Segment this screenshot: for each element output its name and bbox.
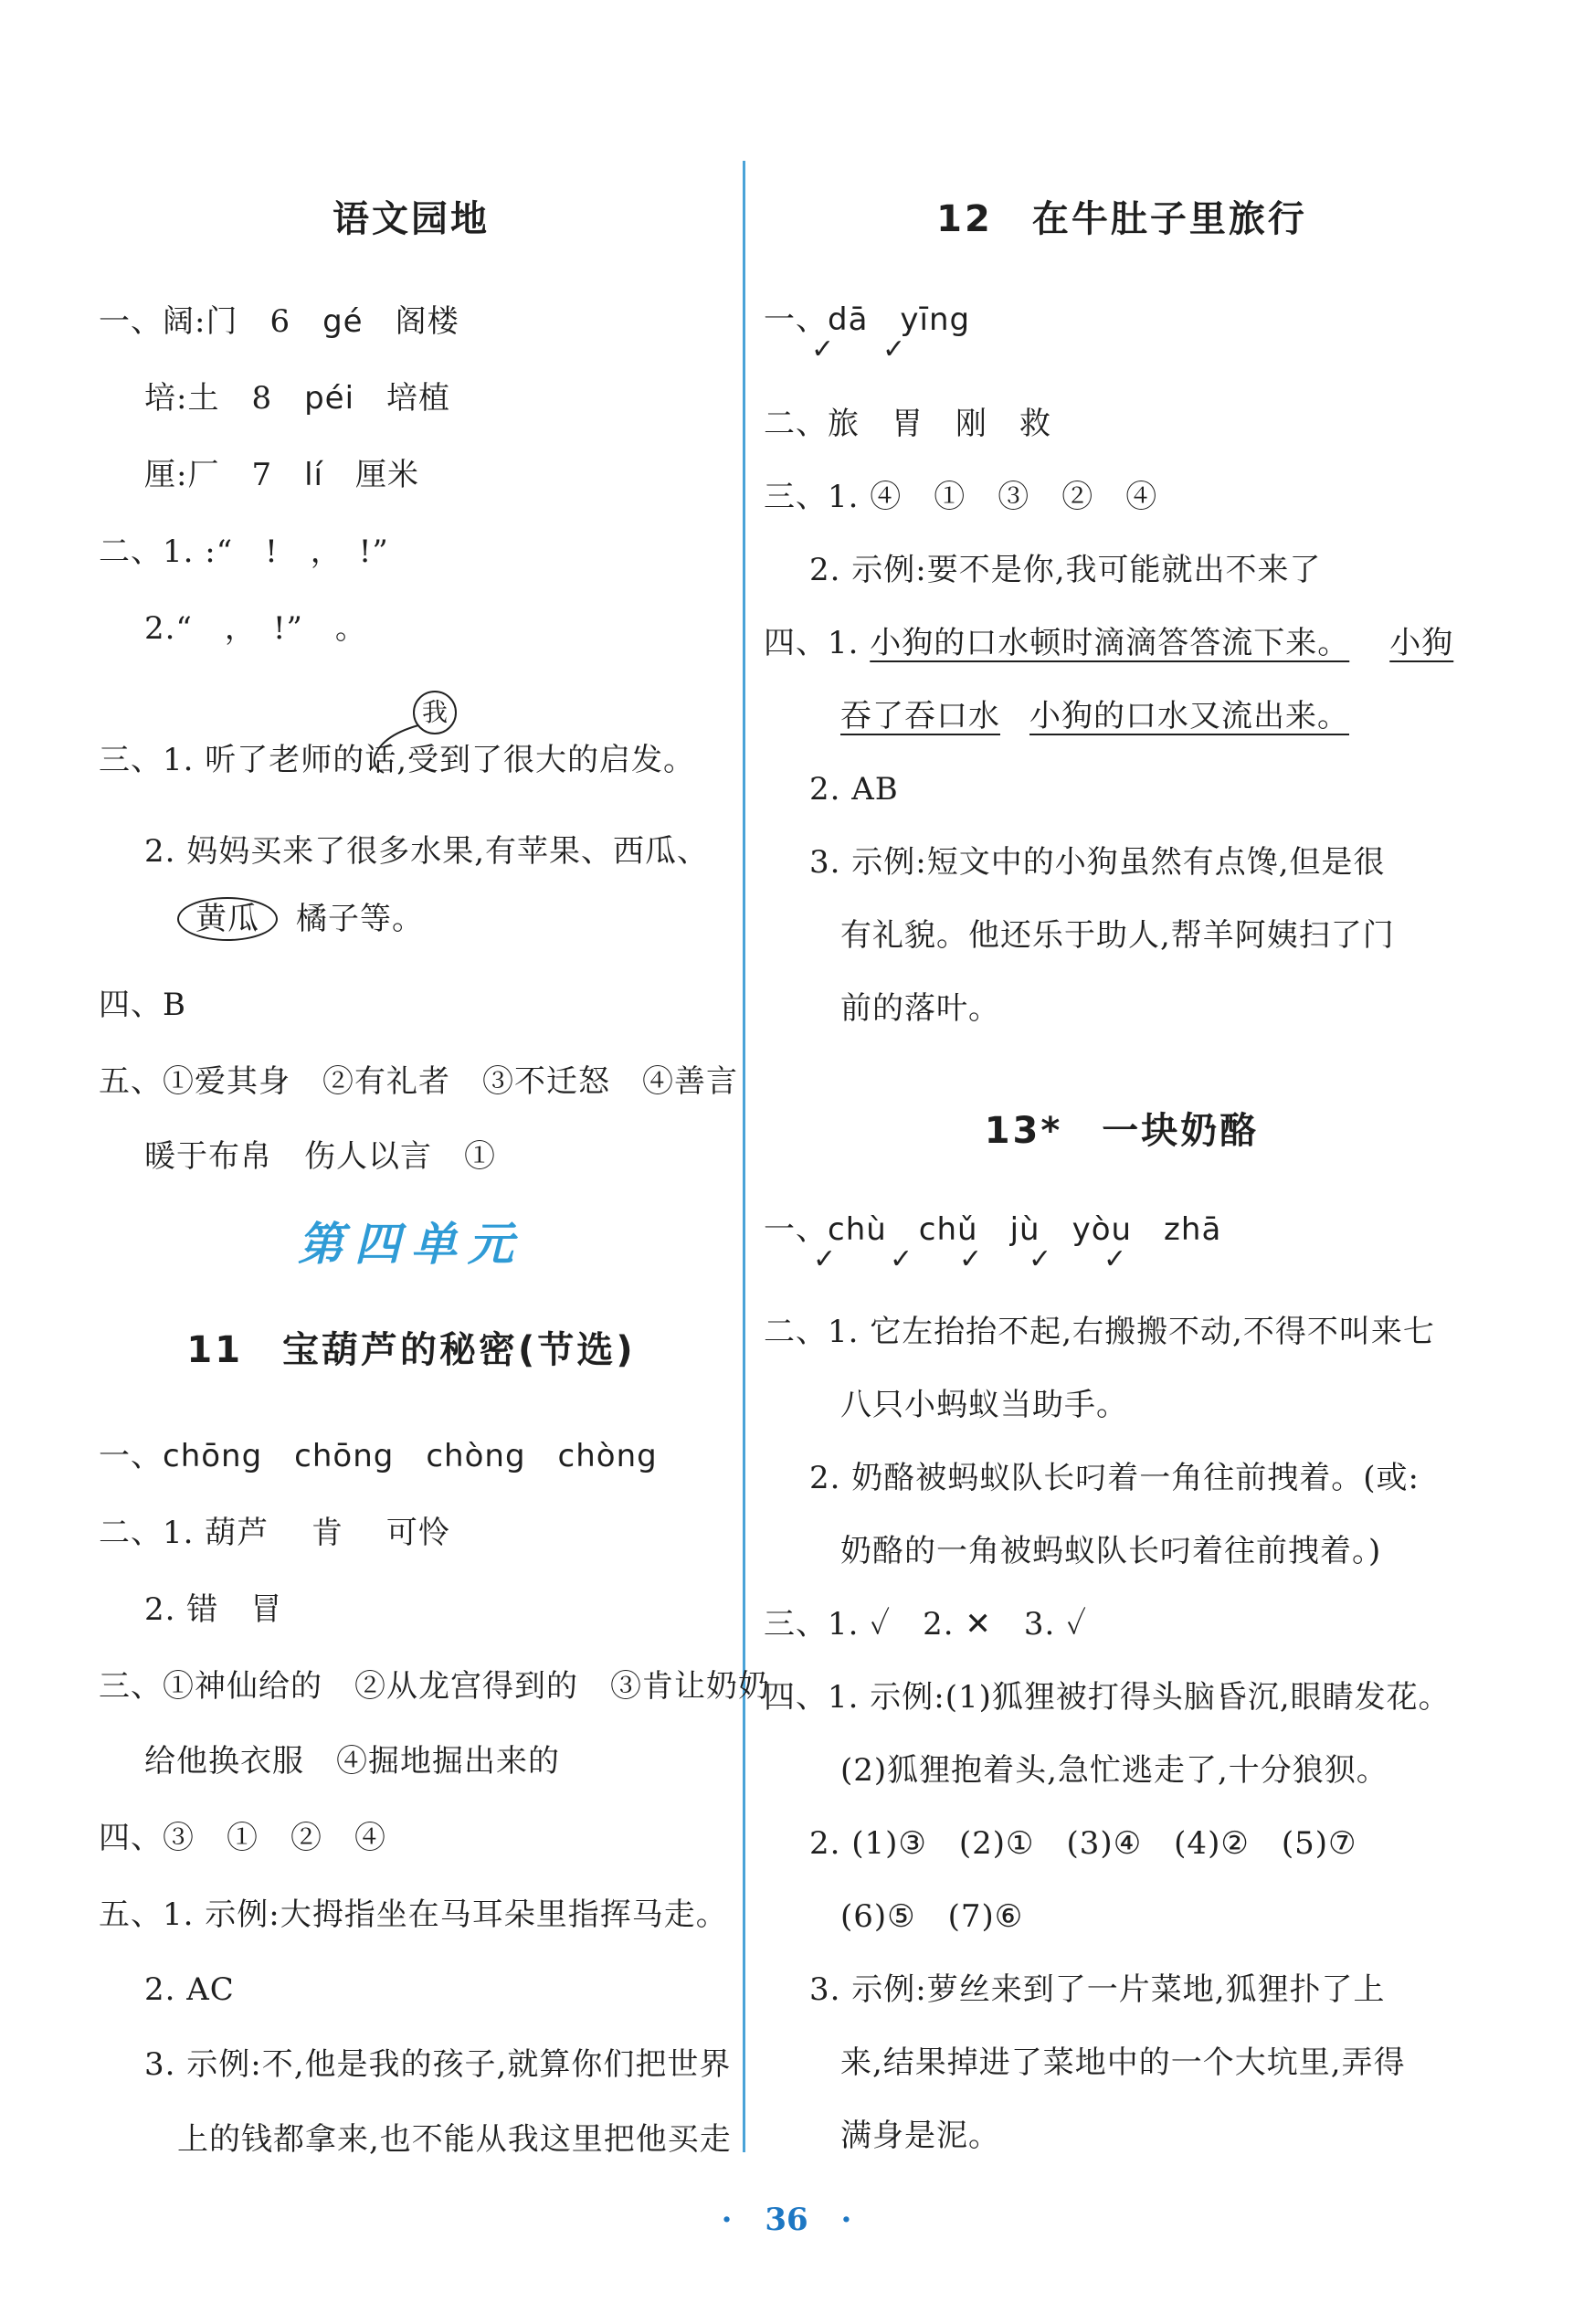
check-mark: ✓ [890,1243,913,1275]
l13-q4-2b: (6)⑤ (7)⑥ [840,1898,1024,1935]
section-title-garden: 语文园地 [333,198,490,240]
l12-q2: 二、旅 胃 刚 救 [764,406,1051,442]
check-mark: ✓ [959,1243,983,1275]
l12-q4-3a: 3. 示例:短文中的小狗虽然有点馋,但是很 [809,844,1386,881]
l12-q4-prefix: 四、1. [764,625,871,661]
garden-q2-2: 2.“ ， !” 。 [144,610,367,647]
g1a-word: 阁楼 [363,303,459,340]
check-mark: ✓ [1103,1243,1127,1275]
right-column [747,0,1573,2324]
l11-q1: 一、chōng chōng chòng chòng [99,1438,658,1474]
g1c-word: 厘米 [323,457,419,493]
l11-q3b: 给他换衣服 ④掘地掘出来的 [144,1743,560,1780]
l13-q4-2a: 2. (1)③ (2)① (3)④ (4)② (5)⑦ [809,1825,1357,1862]
footer-dot: · [721,2202,733,2238]
check-mark: ✓ [813,1243,837,1275]
footer-dot: · [840,2202,852,2238]
g1b-text: 培:土 8 [144,380,305,417]
l13-q4-3c: 满身是泥。 [840,2118,1000,2154]
garden-q5a: 五、①爱其身 ②有礼者 ③不迁怒 ④善言 [99,1063,738,1100]
garden-q3-2b-rest: 橘子等。 [296,901,424,937]
l11-q3a: 三、①神仙给的 ②从龙宫得到的 ③肯让奶奶 [99,1668,770,1705]
l13-q4-1a: 四、1. 示例:(1)狐狸被打得头脑昏沉,眼睛发花。 [764,1679,1451,1716]
g1c-pinyin: lí [304,457,323,493]
l12-q4-3c: 前的落叶。 [840,990,1000,1027]
lesson-11-title: 11 宝葫芦的秘密(节选) [186,1329,636,1371]
l11-q5-3b: 上的钱都拿来,也不能从我这里把他买走 [177,2121,732,2158]
g1a-pinyin: gé [322,303,364,340]
circled-word: 黄瓜 [177,897,278,941]
left-column [0,0,770,2324]
g1c-text: 厘:厂 7 [144,457,305,493]
l13-q3: 三、1. ✓ 2. ✕ 3. ✓ [764,1606,1088,1643]
l13-q4-3a: 3. 示例:萝丝来到了一片菜地,狐狸扑了上 [809,1971,1386,2008]
l12-q3-2: 2. 示例:要不是你,我可能就出不来了 [809,552,1322,588]
l13-q1: 一、chù chǔ jù yòu zhā [764,1211,1222,1248]
garden-q5b: 暖于布帛 伤人以言 ① [144,1138,496,1175]
g1a-text: 一、阔:门 6 [99,303,323,340]
check-mark: ✓ [811,333,835,365]
l13-q2-2a: 2. 奶酪被蚂蚁队长叼着一角往前拽着。(或: [809,1460,1420,1496]
garden-q1-line1 [99,303,459,340]
garden-q3-2a: 2. 妈妈买来了很多水果,有苹果、西瓜、 [144,833,710,870]
page-number: 36 [765,2202,808,2238]
l13-q2-1b: 八只小蚂蚁当助手。 [840,1387,1128,1423]
l12-q4-1b [840,698,1349,734]
l11-q5-2: 2. AC [144,1971,235,2008]
underlined-answer: 小狗的口水顿时滴滴答答流下来。 [870,625,1350,661]
g1b-word: 培植 [354,380,451,417]
garden-q3-1: 三、1. 听了老师的话,受到了很大的启发。 [99,742,696,778]
lesson-12-title: 12 在牛肚子里旅行 [936,198,1307,240]
l12-q1: 一、dā yīng [764,301,971,338]
page-footer [0,2202,1573,2238]
column-divider [743,161,745,2152]
insert-mark-circle: 我 [413,691,457,734]
garden-q2-1: 二、1. :“ ! ， !” [99,533,389,570]
l11-q5-3a: 3. 示例:不,他是我的孩子,就算你们把世界 [144,2046,732,2083]
check-mark: ✓ [1029,1243,1052,1275]
garden-q1-line2 [144,380,450,417]
l11-q4: 四、③ ① ② ④ [99,1820,386,1856]
l13-q2-1a: 二、1. 它左抬抬不起,右搬搬不动,不得不叫来七 [764,1314,1435,1350]
check-mark: ✓ [882,333,906,365]
underlined-answer: 吞了吞口水 [840,698,1000,734]
l12-q3-1: 三、1. ④ ① ③ ② ④ [764,479,1158,515]
l11-q2-2: 2. 错 冒 [144,1591,283,1628]
garden-q4: 四、B [99,987,186,1023]
l13-q2-2b: 奶酪的一角被蚂蚁队长叼着往前拽着。) [840,1533,1382,1569]
l12-q4-1a [764,625,1453,661]
unit-title: 第四单元 [298,1218,524,1271]
l13-q4-1b: (2)狐狸抱着头,急忙逃走了,十分狼狈。 [840,1752,1388,1789]
l13-q4-3b: 来,结果掉进了菜地中的一个大坑里,弄得 [840,2044,1406,2081]
underlined-answer: 小狗 [1389,625,1454,661]
l12-q4-2: 2. AB [809,771,899,808]
g1b-pinyin: péi [304,380,355,417]
garden-q3-2b [177,897,424,941]
l11-q5-1: 五、1. 示例:大拇指坐在马耳朵里指挥马走。 [99,1896,728,1933]
underlined-answer: 小狗的口水又流出来。 [1029,698,1349,734]
garden-q1-line3 [144,457,419,493]
l12-q4-3b: 有礼貌。他还乐于助人,帮羊阿姨扫了门 [840,917,1395,954]
l11-q2-1: 二、1. 葫芦 肯 可怜 [99,1515,450,1551]
lesson-13-title: 13* 一块奶酪 [984,1110,1260,1152]
